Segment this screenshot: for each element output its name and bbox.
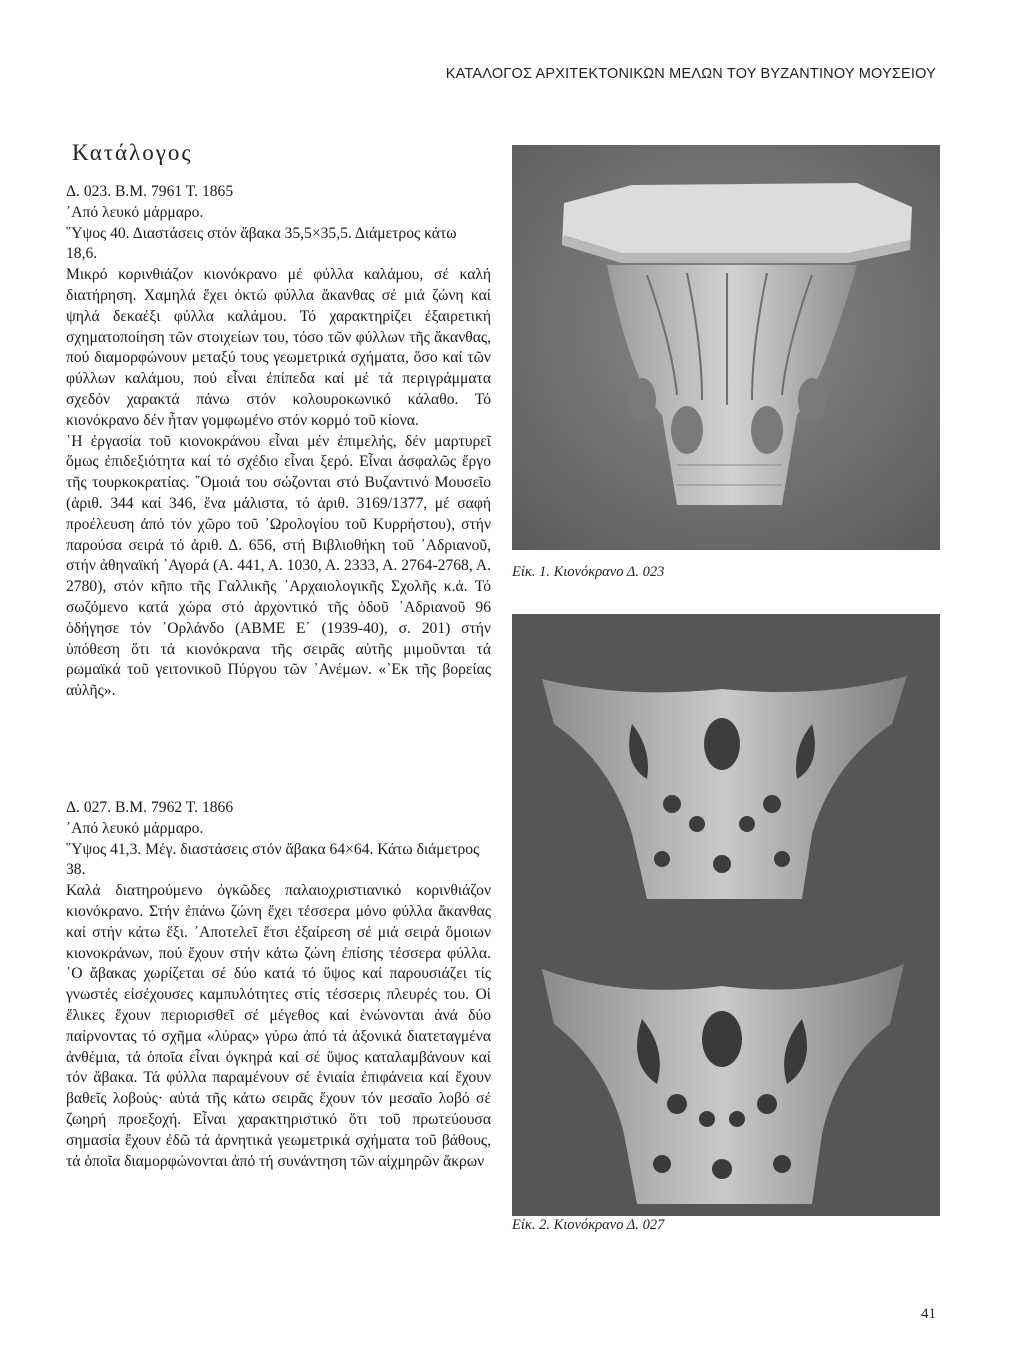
entry-id-line: Δ. 023. Β.Μ. 7961 Τ. 1865 (66, 183, 234, 200)
catalog-entry-023 (66, 182, 491, 702)
figure-2-caption: Εἰκ. 2. Κιονόκρανο Δ. 027 (512, 1217, 665, 1233)
entry-description: Καλά διατηρούμενο ὀγκῶδες παλαιοχριστιανικό κορινθιάζον κιονόκρανο. Στήν ἐπάνω ζώνη ἔχει τέσσερα μόνο φύλλα ἄκανθας καί στήν κάτω ἕξι. ᾽Αποτελεῖ ἔτσι ἐξαίρεση σέ μιά σειρά ὅμοιων κιονοκράνων, πού ἔχουν στήν κάτω ζώνη ἐπίσης τέσσερα φύλλα. ῾Ο ἄβακας χωρίζεται σέ δύο κατά τό ὕψος καί παρουσιάζει τίς γνωστές εἰσέχουσες καμπυλότητες στίς τέσσερις πλευρές του. Οἱ ἕλικες ἔχουν περιορισθεῖ σέ μέγεθος καί ἑνώνονται ἀνά δύο παίρνοντας τό σχῆμα «λύρας» γύρω ἀπό τά ἀξονικά διατεταγμένα ἀνθέμια, τά ὁποῖα εἶναι ὀγκηρά καί σέ ὕψος καταλαμβάνουν καί τόν ἄβακα. Τά φύλλα παραμένουν σέ ἑνιαία ἐπιφάνεια καί ἔχουν βαθεῖς λοβούς· αὐτά τῆς κάτω σειρᾶς ἔχουν τόν μεσαῖο λοβό σέ ζωηρή προεξοχή. Εἶναι χαρακτηριστικό ὅτι τοῦ πρωτεύουσα σημασία ἔχουν ἐδῶ τά ἀρνητικά γεωμετρικά σχήματα τοῦ βάθους, τά ὁποῖα διαμορφώνονται ἀπό τή συνάντηση τῶν αἰχμηρῶν ἄκρων (66, 882, 491, 1170)
entry-commentary: ῾Η ἐργασία τοῦ κιονοκράνου εἶναι μέν ἐπιμελής, δέν μαρτυρεῖ ὅμως ἐπιδεξιότητα καί τό σχέδιο εἶναι ξερό. Εἶναι ἀσφαλῶς ἔργο τῆς τουρκοκρατίας. ῞Ομοιά του σώζονται στό Βυζαντινό Μουσεῖο (ἀριθ. 344 καί 346, ἕνα μάλιστα, τό ἀριθ. 3169/1377, μέ σαφή προέλευση ἀπό τόν χῶρο τοῦ ᾽Ωρολογίου τοῦ Κυρρήστου), στήν παρούσα σειρά τό ἀριθ. Δ. 656, στή Βιβλιοθήκη τοῦ ᾽Αδριανοῦ, στήν ἀθηναϊκή ᾽Αγορά (Α. 441, Α. 1030, Α. 2333, Α. 2764-2768, Α. 2780), στόν κῆπο τῆς Γαλλικῆς ᾽Αρχαιολογικῆς Σχολῆς κ.ἀ. Τό σωζόμενο κατά χώρα στό ἀρχοντικό τῆς ὁδοῦ ᾽Αδριανοῦ 96 ὁδήγησε τόν ᾽Ορλάνδο (ΑΒΜΕ Ε΄ (1939-40), σ. 201) στήν ὑπόθεση ὅτι τά κιονόκρανα τῆς σειρᾶς αὐτῆς μιμοῦνται τά ρωμαϊκά τοῦ γειτονικοῦ Πύργου τῶν ᾽Ανέμων. «᾽Εκ τῆς βορείας αὐλῆς». (66, 432, 491, 700)
section-title: Κατάλογος (72, 140, 193, 165)
figure-1-caption: Εἰκ. 1. Κιονόκρανο Δ. 023 (512, 564, 665, 580)
entry-id-line: Δ. 027. Β.Μ. 7962 Τ. 1866 (66, 799, 234, 816)
entry-dimensions: ῞Υψος 41,3. Μέγ. διαστάσεις στόν ἄβακα 64×64. Κάτω διάμετρος 38. (66, 840, 480, 879)
running-head: ΚΑΤΑΛΟΓΟΣ ΑΡΧΙΤΕΚΤΟΝΙΚΩΝ ΜΕΛΩΝ ΤΟΥ ΒΥΖΑΝΤΙΝΟΥ ΜΟΥΣΕΙΟΥ (445, 66, 936, 82)
entry-description: Μικρό κορινθιάζον κιονόκρανο μέ φύλλα καλάμου, σέ καλή διατήρηση. Χαμηλά ἔχει ὀκτώ φύλλα ἄκανθας σέ μιά ζώνη καί ψηλά δεκαέξι φύλλα καλάμου. Τό χαρακτηρίζει ἐξαιρετική σχηματοποίηση τῶν στοιχείων του, τόσο τῶν φύλλων τῆς ἄκανθας, πού διαμορφώνουν μεταξύ τους γεωμετρικά σχήματα, ὅσο καί τῶν φύλλων καλάμου, πού εἶναι ἐπίπεδα καί μέ τά περιγράμματα σχεδόν χαρακτά πάνω στόν κολουροκωνικό κάλαθο. Τό κιονόκρανο δέν ἦταν γομφωμένο στόν κορμό τοῦ κίονα. (66, 266, 491, 429)
entry-material: ᾽Από λευκό μάρμαρο. (66, 203, 204, 221)
page-number: 41 (921, 1306, 936, 1322)
figure-2-photo (512, 614, 940, 1216)
entry-material: ᾽Από λευκό μάρμαρο. (66, 819, 204, 837)
catalog-entry-027 (66, 798, 491, 1172)
entry-dimensions: ῞Υψος 40. Διαστάσεις στόν ἄβακα 35,5×35,5. Διάμετρος κάτω 18,6. (66, 224, 457, 263)
figure-1-photo (512, 145, 940, 550)
